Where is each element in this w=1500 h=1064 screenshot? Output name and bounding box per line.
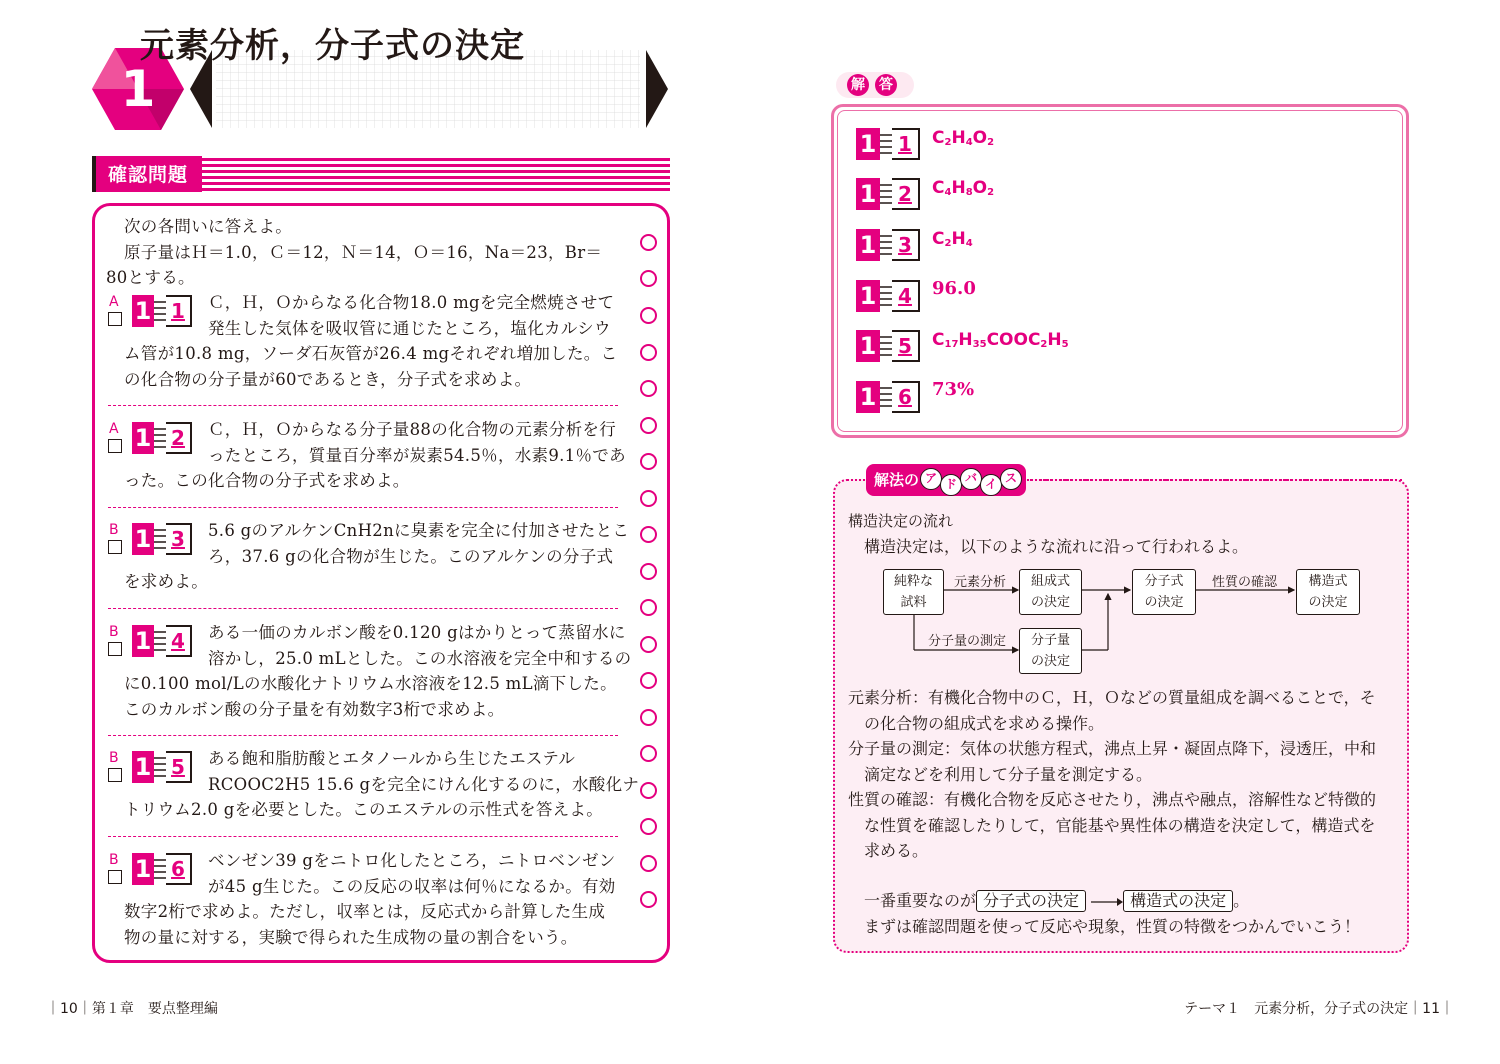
question-text: の化合物の分子量が60であるとき，分子式を求めよ。 xyxy=(124,370,532,389)
question-text: ベンゼン39 gをニトロ化したところ，ニトロベンゼン xyxy=(208,851,616,870)
question-badge xyxy=(128,422,194,454)
spiral-icon xyxy=(880,233,892,257)
checkbox[interactable] xyxy=(108,439,122,453)
badge-sub: 5 xyxy=(892,330,920,362)
spiral-icon xyxy=(154,755,166,779)
question-text: ろ，37.6 gの化合物が生じた。このアルケンの分子式 xyxy=(208,547,614,566)
flow-box: 分子量 の決定 xyxy=(1019,628,1082,674)
badge-theme: 1 xyxy=(856,178,880,210)
binder-ring-icon xyxy=(640,709,657,726)
spiral-icon xyxy=(880,334,892,358)
question-text: 5.6 gのアルケンCnH2nに臭素を完全に付加させたとこ xyxy=(208,521,630,540)
question-badge xyxy=(128,853,194,885)
question-divider xyxy=(108,405,618,406)
page-title: 元素分析，分子式の決定 xyxy=(140,26,525,66)
badge-sub: 1 xyxy=(892,128,920,160)
flow-arrow-label: 元素分析 xyxy=(954,575,1007,590)
question-text: に0.100 mol/Lの水酸化ナトリウム水溶液を12.5 mL滴下した。 xyxy=(124,674,617,693)
question-text: を求めよ。 xyxy=(124,572,208,591)
badge-sub: 2 xyxy=(166,422,192,454)
checkbox[interactable] xyxy=(108,768,122,782)
badge-theme: 1 xyxy=(856,229,880,261)
advice-item: 滴定などを利用して分子量を測定する。 xyxy=(864,765,1153,784)
question-text: このカルボン酸の分子量を有効数字3桁で求めよ。 xyxy=(124,700,505,719)
advice-tab-label: 解法の xyxy=(874,471,920,489)
binder-ring-icon xyxy=(640,380,657,397)
spiral-icon xyxy=(154,629,166,653)
advice-item: な性質を確認したりして，官能基や異性体の構造を決定して，構造式を xyxy=(864,816,1376,835)
answer-value: 96.0 xyxy=(932,278,976,299)
theme-number: 1 xyxy=(120,60,156,118)
answer-label-char: 答 xyxy=(875,74,897,96)
binder-ring-icon xyxy=(640,891,657,908)
checkbox[interactable] xyxy=(108,540,122,554)
difficulty-level: A xyxy=(109,421,119,437)
atomic-weights: 原子量はＨ＝1.0，Ｃ＝12，Ｎ＝14，Ｏ＝16，Na＝23，Br＝ xyxy=(124,243,603,262)
section-label: 確認問題 xyxy=(108,164,189,186)
badge-sub: 4 xyxy=(892,280,920,312)
question-text: 数字2桁で求めよ。ただし，収率とは，反応式から計算した生成 xyxy=(124,902,606,921)
binder-ring-icon xyxy=(640,307,657,324)
binder-ring-icon xyxy=(640,490,657,507)
flow-box: 分子式 の決定 xyxy=(1132,569,1196,615)
binder-ring-icon xyxy=(640,526,657,543)
badge-sub: 1 xyxy=(166,295,192,327)
answer-value: $C_4H_8O_2$ xyxy=(932,178,995,198)
question-text: 発生した気体を吸収管に通じたところ，塩化カルシウ xyxy=(208,319,611,338)
advice-lead: 構造決定は，以下のような流れに沿って行われるよ。 xyxy=(864,537,1249,556)
badge-theme: 1 xyxy=(132,523,154,555)
difficulty-level: B xyxy=(109,750,119,766)
advice-item: 元素分析：有機化合物中のＣ，Ｈ，Ｏなどの質量組成を調べることで，そ xyxy=(848,688,1376,707)
question-text: 溶かし，25.0 mLとした。この水溶液を完全中和するの xyxy=(208,649,632,668)
badge-theme: 1 xyxy=(132,625,154,657)
binder-ring-icon xyxy=(640,782,657,799)
answer-badge xyxy=(856,280,922,312)
advice-tab-char: ア xyxy=(920,468,942,490)
binder-ring-icon xyxy=(640,636,657,653)
difficulty-level: A xyxy=(109,294,119,310)
spiral-icon xyxy=(154,426,166,450)
difficulty-level: B xyxy=(109,852,119,868)
checkbox[interactable] xyxy=(108,642,122,656)
footer-left: ｜10｜第１章 要点整理編 xyxy=(46,1001,218,1017)
binder-ring-icon xyxy=(640,344,657,361)
question-divider xyxy=(108,608,618,609)
spiral-icon xyxy=(154,299,166,323)
badge-sub: 3 xyxy=(166,523,192,555)
answer-badge xyxy=(856,128,922,160)
badge-theme: 1 xyxy=(132,751,154,783)
badge-theme: 1 xyxy=(856,128,880,160)
atomic-weights-cont: 80とする。 xyxy=(106,268,195,287)
question-text: が45 g生じた。この反応の収率は何％になるか。有効 xyxy=(208,877,616,896)
answer-label-char: 解 xyxy=(847,74,869,96)
question-text: Ｃ，Ｈ，Ｏからなる分子量88の化合物の元素分析を行 xyxy=(208,420,616,439)
spiral-icon xyxy=(154,857,166,881)
advice-item: 性質の確認：有機化合物を反応させたり，沸点や融点，溶解性など特徴的 xyxy=(848,790,1377,809)
badge-sub: 6 xyxy=(166,853,192,885)
question-text: RCOOC2H5 15.6 gを完全にけん化するのに，水酸化ナ xyxy=(208,775,640,794)
binder-ring-icon xyxy=(640,599,657,616)
advice-tab-char: ド xyxy=(940,474,962,496)
binder-ring-icon xyxy=(640,563,657,580)
question-text: ある飽和脂肪酸とエタノールから生じたエステル xyxy=(208,749,576,768)
badge-sub: 6 xyxy=(892,381,920,413)
binder-ring-icon xyxy=(640,234,657,251)
question-badge xyxy=(128,295,194,327)
advice-closing: 一番重要なのが 分子式の決定 構造式の決定 。 xyxy=(864,891,1250,910)
advice-item: の化合物の組成式を求める操作。 xyxy=(864,714,1105,733)
answer-value: $C_2H_4O_2$ xyxy=(932,128,995,148)
badge-theme: 1 xyxy=(132,295,154,327)
spiral-icon xyxy=(880,284,892,308)
flow-box: 構造式 の決定 xyxy=(1296,569,1360,615)
binder-ring-icon xyxy=(640,818,657,835)
binder-ring-icon xyxy=(640,745,657,762)
binder-ring-icon xyxy=(640,417,657,434)
checkbox[interactable] xyxy=(108,870,122,884)
answer-value: 73% xyxy=(932,379,975,400)
answer-value: $C_{17}H_{35}COOC_2H_5$ xyxy=(932,330,1069,350)
question-divider xyxy=(108,507,618,508)
badge-theme: 1 xyxy=(856,280,880,312)
spiral-icon xyxy=(880,385,892,409)
difficulty-level: B xyxy=(109,522,119,538)
badge-sub: 4 xyxy=(166,625,192,657)
question-divider xyxy=(108,836,618,837)
flow-arrow-label: 分子量の測定 xyxy=(928,634,1007,649)
badge-theme: 1 xyxy=(132,422,154,454)
footer-right: テーマ１ 元素分析，分子式の決定｜11｜ xyxy=(1184,1001,1454,1017)
question-divider xyxy=(108,735,618,736)
arrow-right-icon xyxy=(1091,897,1123,907)
advice-tab-char: イ xyxy=(980,474,1002,496)
binder-ring-icon xyxy=(640,672,657,689)
spiral-icon xyxy=(880,182,892,206)
question-badge xyxy=(128,625,194,657)
question-text: トリウム2.0 gを必要とした。このエステルの示性式を答えよ。 xyxy=(124,800,604,819)
flow-box: 組成式 の決定 xyxy=(1019,569,1082,615)
advice-dotted-rule xyxy=(1030,478,1405,482)
badge-sub: 2 xyxy=(892,178,920,210)
answer-badge xyxy=(856,229,922,261)
badge-theme: 1 xyxy=(132,853,154,885)
advice-tab-char: バ xyxy=(960,468,982,490)
instructions: 次の各問いに答えよ。 xyxy=(124,217,292,236)
question-text: った。この化合物の分子式を求めよ。 xyxy=(124,471,410,490)
flow-arrow-label: 性質の確認 xyxy=(1212,575,1278,590)
advice-item: 分子量の測定：気体の状態方程式，沸点上昇・凝固点降下，浸透圧，中和 xyxy=(848,739,1377,758)
badge-theme: 1 xyxy=(856,330,880,362)
spiral-icon xyxy=(154,527,166,551)
difficulty-level: B xyxy=(109,624,119,640)
answer-badge xyxy=(856,178,922,210)
advice-item: 求める。 xyxy=(864,841,929,860)
question-badge xyxy=(128,751,194,783)
checkbox[interactable] xyxy=(108,312,122,326)
advice-heading: 構造決定の流れ xyxy=(848,512,954,530)
answer-badge xyxy=(856,330,922,362)
badge-sub: 3 xyxy=(892,229,920,261)
question-badge xyxy=(128,523,194,555)
badge-sub: 5 xyxy=(166,751,192,783)
spiral-icon xyxy=(880,132,892,156)
badge-theme: 1 xyxy=(856,381,880,413)
question-text: ったところ，質量百分率が炭素54.5％，水素9.1％であ xyxy=(208,446,626,465)
advice-tab-char: ス xyxy=(1000,468,1022,490)
binder-ring-icon xyxy=(640,453,657,470)
question-text: Ｃ，Ｈ，Ｏからなる化合物18.0 mgを完全燃焼させて xyxy=(208,293,615,312)
advice-closing: まずは確認問題を使って反応や現象，性質の特徴をつかんでいこう！ xyxy=(864,917,1361,936)
answer-value: $C_2H_4$ xyxy=(932,229,973,249)
question-text: ある一価のカルボン酸を0.120 gはかりとって蒸留水に xyxy=(208,623,626,642)
question-text: 物の量に対する，実験で得られた生成物の量の割合をいう。 xyxy=(124,928,578,947)
question-text: ム管が10.8 mg，ソーダ石灰管が26.4 mgそれぞれ増加した。こ xyxy=(124,344,618,363)
binder-ring-icon xyxy=(640,270,657,287)
answer-badge xyxy=(856,381,922,413)
flow-box: 純粋な 試料 xyxy=(883,569,944,615)
binder-ring-icon xyxy=(640,855,657,872)
